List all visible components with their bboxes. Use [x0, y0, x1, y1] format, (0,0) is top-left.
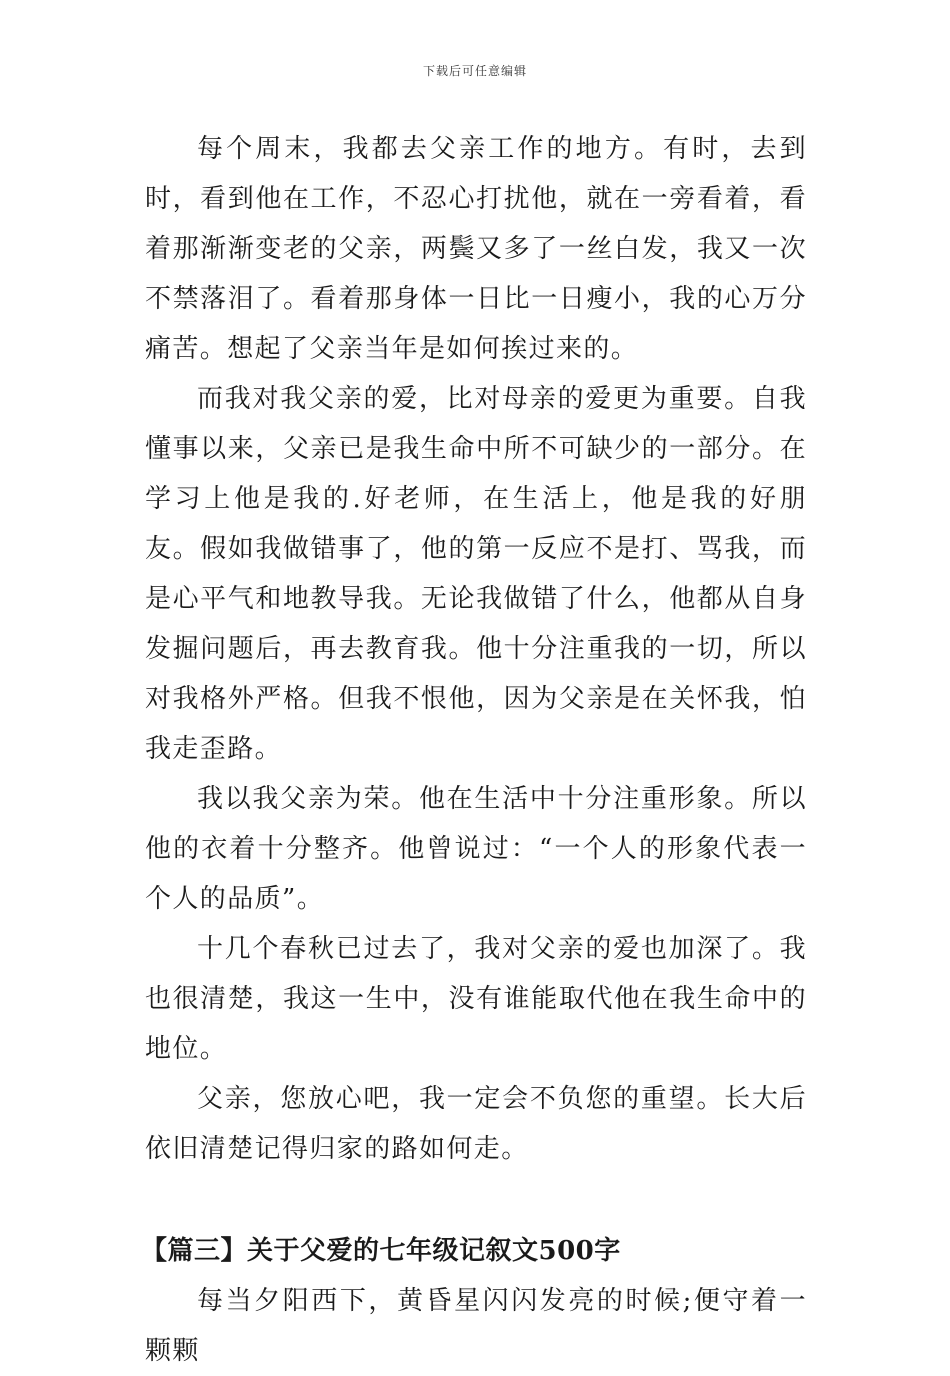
section-heading: 【篇三】关于父爱的七年级记叙文500字: [141, 1236, 621, 1266]
page-header-note: 下载后可任意编辑: [422, 64, 527, 78]
paragraph-sunset: 每当夕阳西下，黄昏星闪闪发亮的时候;便守着一颗颗: [145, 1286, 807, 1366]
paragraph-years-passed: 十几个春秋已过去了，我对父亲的爱也加深了。我也很清楚，我这一生中，没有谁能取代他在我生命中的地位。: [145, 934, 807, 1064]
paragraph-proud-of-father: 我以我父亲为荣。他在生活中十分注重形象。所以他的衣着十分整齐。他曾说过：“一个人的形象代表一个人的品质”。: [145, 784, 807, 914]
document-body: [141, 124, 807, 1376]
paragraph-promise: 父亲，您放心吧，我一定会不负您的重望。长大后依旧清楚记得归家的路如何走。: [145, 1084, 807, 1164]
section-gap: [145, 1174, 807, 1226]
paragraph-love-for-father: 而我对我父亲的爱，比对母亲的爱更为重要。自我懂事以来，父亲已是我生命中所不可缺少的一部分。在学习上他是我的.好老师，在生活上，他是我的好朋友。假如我做错事了，他的第一反应不是打、骂我，而是心平气和地教导我。无论我做错了什么，他都从自身发掘问题后，再去教育我。他十分注重我的一切，所以对我格外严格。但我不恨他，因为父亲是在关怀我，怕我走歪路。: [145, 384, 807, 764]
paragraph-weekend-visit: 每个周末，我都去父亲工作的地方。有时，去到时，看到他在工作，不忍心打扰他，就在一旁看着，看着那渐渐变老的父亲，两鬓又多了一丝白发，我又一次不禁落泪了。看着那身体一日比一日瘦小，我的心万分痛苦。想起了父亲当年是如何挨过来的。: [145, 134, 807, 364]
